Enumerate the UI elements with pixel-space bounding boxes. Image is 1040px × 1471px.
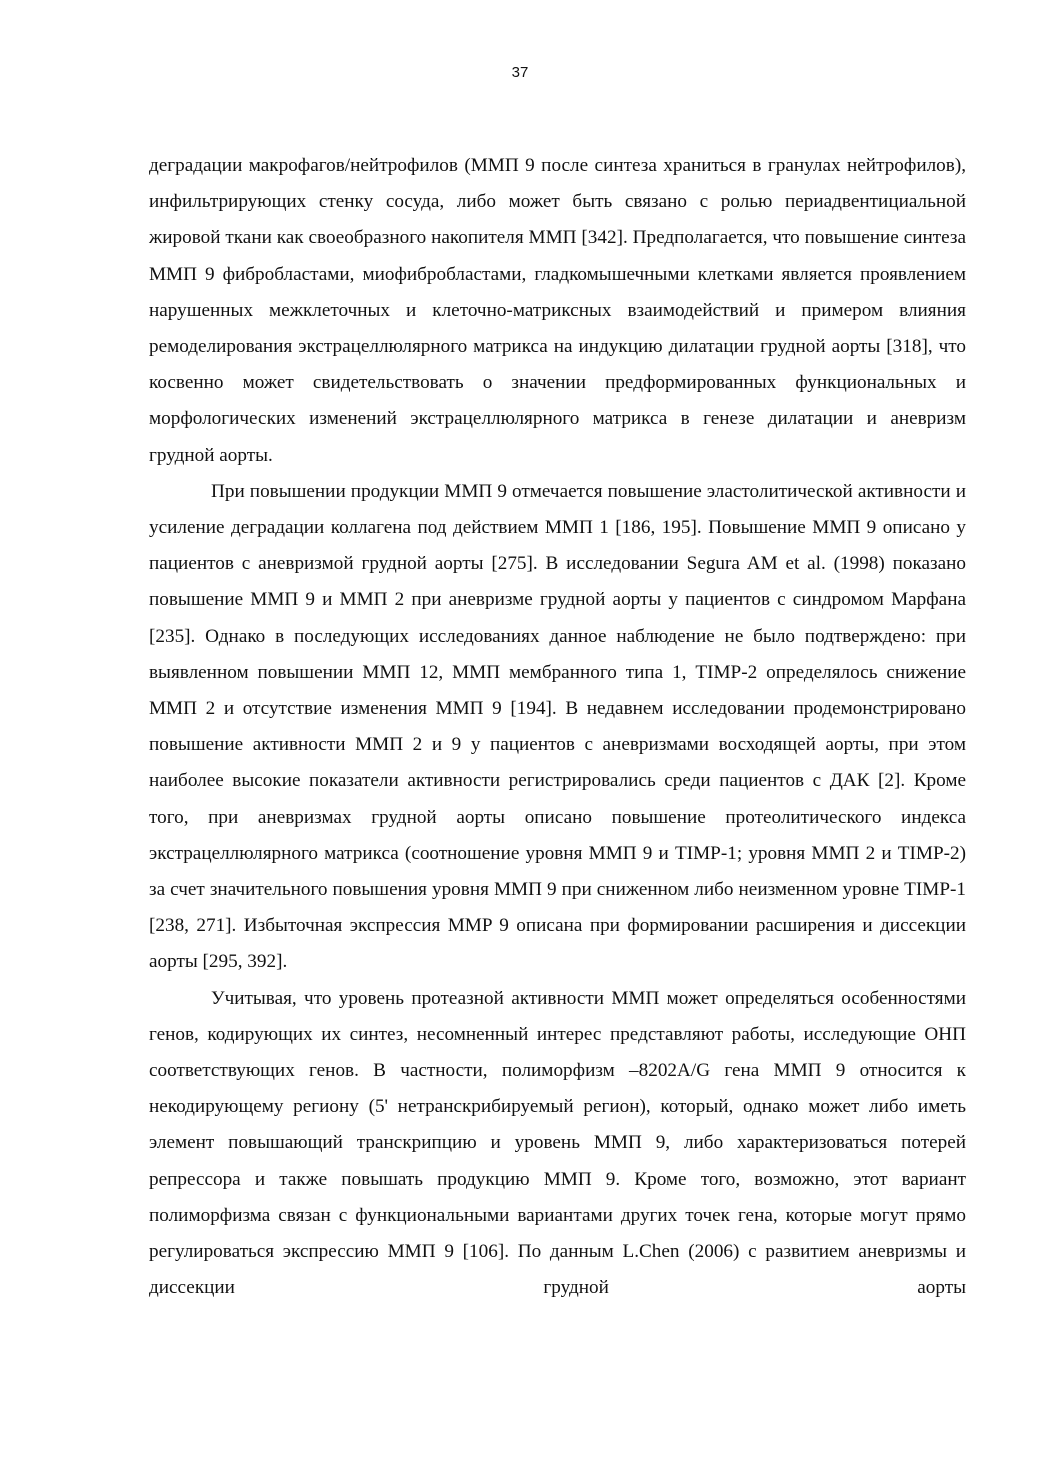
paragraph-2: При повышении продукции ММП 9 отмечается повышение эластолитической активности и усиление деградации коллагена под действием ММП 1 [186, 195]. Повышение ММП 9 описано у пациентов с аневризмой грудной аорты [275]. В исследовании Segura AM et al. (1998) показано повышение ММП 9 и ММП 2 при аневризме грудной аорты у пациентов с синдромом Марфана [235]. Однако в последующих исследованиях данное наблюдение не было подтверждено: при выявленном повышении ММП 12, ММП мембранного типа 1, TIMP-2 определялось снижение ММП 2 и отсутствие изменения ММП 9 [194]. В недавнем исследовании продемонстрировано повышение активности ММП 2 и 9 у пациентов с аневризмами восходящей аорты, при этом наиболее высокие показатели активности регистрировались среди пациентов с ДАК [2]. Кроме того, при аневризмах грудной аорты описано повышение протеолитического индекса экстрацеллюлярного матрикса (соотношение уровня ММП 9 и TIMP-1; уровня ММП 2 и TIMP-2) за счет значительного повышения уровня ММП 9 при сниженном либо неизменном уровне TIMP-1 [238, 271]. Избыточная экспрессия MMP 9 описана при формировании расширения и диссекции аорты [295, 392].: [149, 480, 966, 973]
paragraph-3: Учитывая, что уровень протеазной активности ММП может определяться особенностями генов, кодирующих их синтез, несомненный интерес представляют работы, исследующие ОНП соответствующих генов. В частности, полиморфизм –8202A/G гена ММП 9 относится к некодирующему региону (5' нетранскрибируемый регион), который, однако может либо иметь элемент повышающий транскрипцию и уровень ММП 9, либо характеризоваться потерей репрессора и также повышать продукцию ММП 9. Кроме того, возможно, этот вариант полиморфизма связан с функциональными вариантами других точек гена, которые могут прямо регулироваться экспрессию ММП 9 [106]. По данным L.Chen (2006) с развитием аневризмы и диссекции грудной аорты: [149, 987, 966, 1299]
document-body: [149, 148, 966, 1307]
page-number: 37: [511, 64, 529, 81]
paragraph-1: деградации макрофагов/нейтрофилов (ММП 9 после синтеза храниться в гранулах нейтрофилов), инфильтрирующих стенку сосуда, либо может быть связано с ролью периадвентициальной жировой ткани как своеобразного накопителя ММП [342]. Предполагается, что повышение синтеза ММП 9 фибробластами, миофибробластами, гладкомышечными клетками является проявлением нарушенных межклеточных и клеточно-матриксных взаимодействий и примером влияния ремоделирования экстрацеллюлярного матрикса на индукцию дилатации грудной аорты [318], что косвенно может свидетельствовать о значении предформированных функциональных и морфологических изменений экстрацеллюлярного матрикса в генезе дилатации и аневризм грудной аорты.: [149, 155, 966, 466]
